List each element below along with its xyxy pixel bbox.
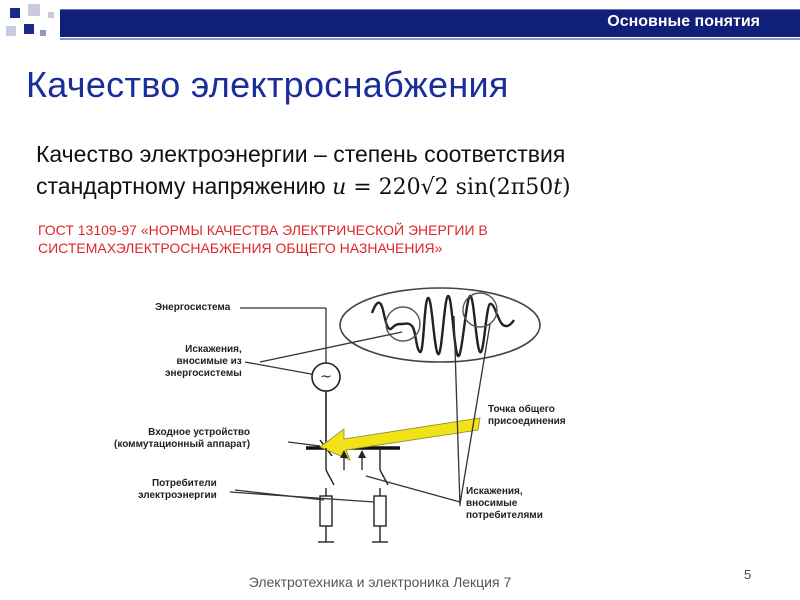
distorted-waveform [372, 296, 514, 356]
definition-text [36, 138, 571, 204]
formula-sin: sin(2π50 [448, 175, 554, 200]
definition-line-2 [36, 170, 571, 204]
label-consumers [138, 478, 217, 502]
voltage-formula [332, 175, 571, 200]
waveform-circle-right [463, 293, 497, 327]
section-title: Основные понятия [607, 13, 760, 30]
slide-title: Качество электроснабжения [26, 64, 509, 105]
formula-root: √2 [420, 175, 449, 200]
label-consumers-1: Потребители [151, 478, 217, 489]
label-distortions-consumers-3: потребителями [466, 510, 543, 521]
consumer-load-2 [374, 496, 386, 526]
label-common-point-1: Точка общего [488, 404, 555, 415]
label-consumers-2: электроэнергии [138, 490, 217, 501]
label-common-point-2: присоединения [488, 416, 566, 427]
label-distortions-system-2: вносимые из [176, 356, 242, 367]
power-quality-diagram [110, 280, 590, 565]
label-distortions-system-1: Искажения, [185, 344, 242, 355]
formula-u: u [332, 175, 347, 200]
definition-line-2-text: стандартному напряжению [36, 173, 326, 199]
label-distortions-consumers-1: Искажения, [466, 486, 523, 497]
label-distortions-consumers [466, 486, 543, 522]
label-distortions-system-3: энергосистемы [165, 368, 242, 379]
consumer-load-1 [320, 496, 332, 526]
label-input-device-2: (коммутационный аппарат) [114, 439, 251, 450]
definition-line-1: Качество электроэнергии – степень соответствия [36, 141, 566, 167]
label-input-device-1: Входное устройство [148, 427, 251, 438]
formula-close: ) [562, 175, 571, 200]
label-distortions-system [165, 344, 242, 380]
label-common-point [488, 404, 566, 428]
header-divider [60, 38, 800, 40]
formula-t: t [553, 175, 563, 200]
formula-eq: = 220 [346, 175, 421, 200]
label-energy-system: Энергосистема [155, 302, 231, 313]
page-number: 5 [744, 567, 752, 582]
svg-text:~: ~ [320, 369, 332, 385]
gost-line-1: ГОСТ 13109-97 «НОРМЫ КАЧЕСТВА ЭЛЕКТРИЧЕСКОЙ ЭНЕРГИИ В [38, 222, 488, 238]
footer [0, 574, 800, 590]
label-distortions-consumers-2: вносимые [466, 498, 518, 509]
corner-squares-decoration [0, 0, 60, 50]
header-bar [60, 9, 800, 37]
gost-reference [38, 221, 678, 257]
label-input-device [114, 427, 250, 451]
gost-line-2: СИСТЕМАХЭЛЕКТРОСНАБЖЕНИЯ ОБЩЕГО НАЗНАЧЕНИЯ» [38, 240, 443, 256]
footer-course: Электротехника и электроника Лекция 7 [248, 574, 512, 590]
